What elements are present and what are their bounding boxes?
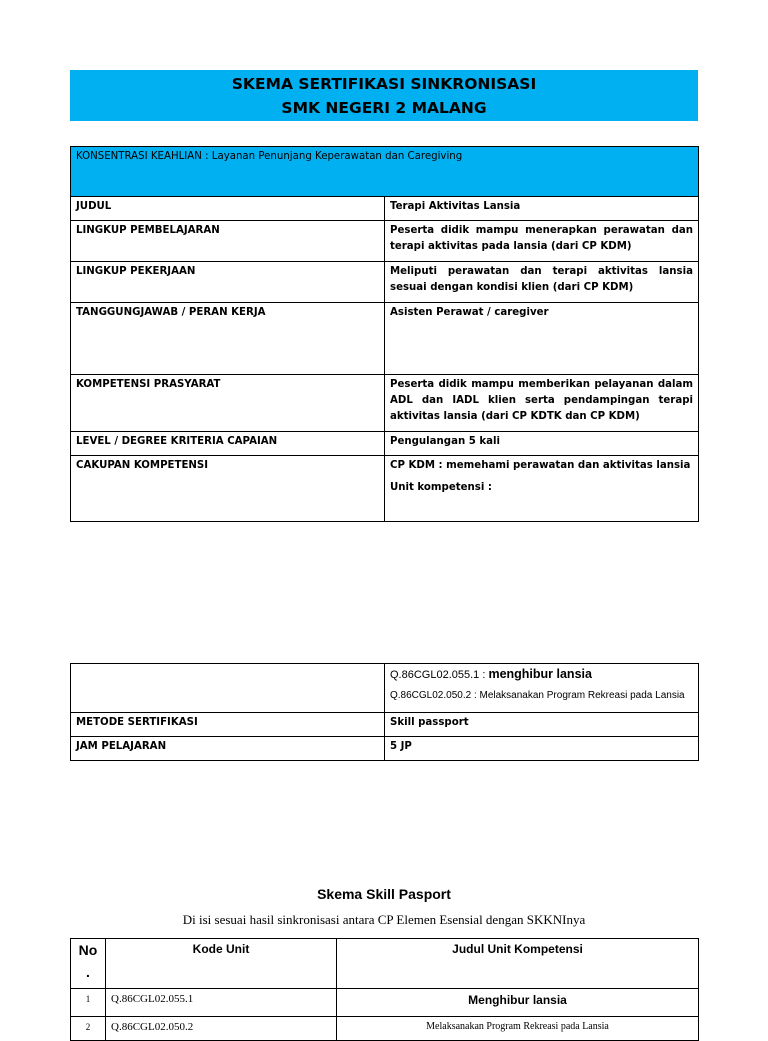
skema-table [70, 146, 699, 522]
row-value-level: Pengulangan 5 kali [385, 432, 699, 456]
row-1-judul: Menghibur lansia [337, 989, 699, 1017]
row-label-metode: METODE SERTIFIKASI [71, 713, 385, 737]
row-value-kompetensi-prasyarat: Peserta didik mampu memberikan pelayanan dalam ADL dan IADL klien serta pendampingan terapi aktivitas lansia (dari CP KDTK dan CP KDM) [385, 375, 699, 432]
row-label-lingkup-pembelajaran: LINGKUP PEMBELAJARAN [71, 221, 385, 262]
row-label-tanggungjawab: TANGGUNGJAWAB / PERAN KERJA [71, 303, 385, 375]
row-value-metode: Skill passport [385, 713, 699, 737]
col-header-kode: Kode Unit [106, 939, 337, 989]
skill-passport-table [70, 938, 699, 1041]
title-line-2: SMK NEGERI 2 MALANG [281, 99, 487, 117]
col-header-no [71, 939, 106, 989]
skill-passport-subtitle: Di isi sesuai hasil sinkronisasi antara CP Elemen Esensial dengan SKKNInya [182, 912, 586, 927]
row-value-lingkup-pembelajaran: Peserta didik mampu menerapkan perawatan dan terapi aktivitas pada lansia (dari CP KDM) [385, 221, 699, 262]
col-header-judul: Judul Unit Kompetensi [337, 939, 699, 989]
konsentrasi-label: KONSENTRASI KEAHLIAN : [76, 151, 212, 162]
unit-2: Q.86CGL02.050.2 : Melaksanakan Program Rekreasi pada Lansia [390, 690, 685, 701]
title-line-1: SKEMA SERTIFIKASI SINKRONISASI [231, 75, 537, 93]
row-value-tanggungjawab: Asisten Perawat / caregiver [385, 303, 699, 375]
row-value-judul: Terapi Aktivitas Lansia [385, 197, 699, 221]
col-header-no-text: No [78, 942, 98, 958]
row-2-no: 2 [71, 1017, 106, 1041]
row-value-jam: 5 JP [385, 737, 699, 761]
row-label-jam: JAM PELAJARAN [71, 737, 385, 761]
row-label-level: LEVEL / DEGREE KRITERIA CAPAIAN [71, 432, 385, 456]
row-label-judul: JUDUL [71, 197, 385, 221]
skill-passport-title: Skema Skill Pasport [317, 886, 451, 902]
unit-list-cell [385, 664, 699, 713]
row-2-judul: Melaksanakan Program Rekreasi pada Lansia [337, 1017, 699, 1041]
cakupan-unit-kompetensi: Unit kompetensi : [390, 482, 492, 493]
row-value-cakupan [385, 456, 699, 522]
col-header-no-dot: . [86, 964, 90, 980]
konsentrasi-header [71, 147, 699, 197]
row-label-cakupan: CAKUPAN KOMPETENSI [71, 456, 385, 522]
document-title-banner [70, 70, 698, 121]
unit-1-title: menghibur lansia [488, 667, 592, 681]
cakupan-cp-kdm: CP KDM : memehami perawatan dan aktivitas lansia [390, 460, 691, 471]
row-2-kode: Q.86CGL02.050.2 [106, 1017, 337, 1041]
konsentrasi-value: Layanan Penunjang Keperawatan dan Caregiving [211, 151, 463, 162]
row-1-kode: Q.86CGL02.055.1 [106, 989, 337, 1017]
empty-label-cell [71, 664, 385, 713]
row-1-no: 1 [71, 989, 106, 1017]
row-value-lingkup-pekerjaan: Meliputi perawatan dan terapi aktivitas lansia sesuai dengan kondisi klien (dari CP KDM) [385, 262, 699, 303]
unit-1-code: Q.86CGL02.055.1 : [390, 669, 489, 681]
unit-1 [390, 666, 693, 683]
skema-table-continued [70, 663, 699, 761]
row-label-lingkup-pekerjaan: LINGKUP PEKERJAAN [71, 262, 385, 303]
row-label-kompetensi-prasyarat: KOMPETENSI PRASYARAT [71, 375, 385, 432]
